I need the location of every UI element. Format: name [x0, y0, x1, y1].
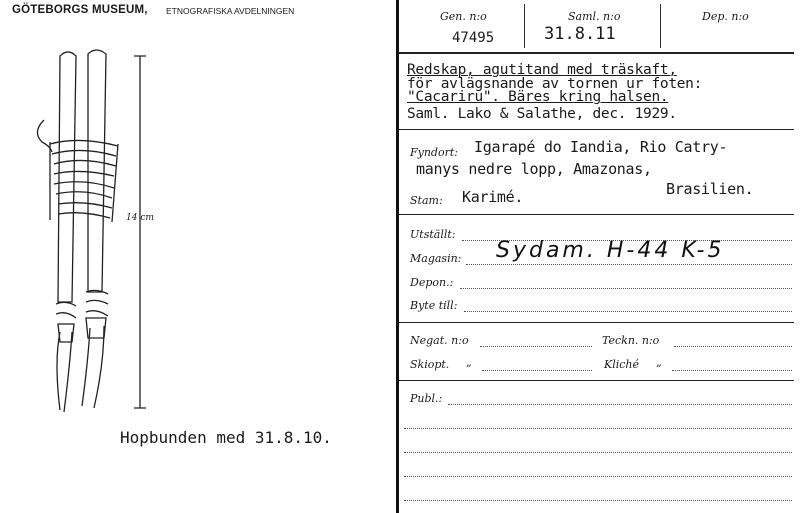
skiopt-ditto: „: [466, 356, 472, 369]
description-line-3: "Cacariru". Bäres kring halsen.: [407, 89, 669, 105]
object-sketch: [20, 42, 210, 422]
utstallt-label: Utställt:: [410, 228, 456, 241]
publ-line: [404, 428, 792, 429]
fyndort-line-3: Brasilien.: [666, 180, 754, 198]
publ-line: [404, 452, 792, 453]
kliche-ditto: „: [656, 356, 662, 369]
kliche-line: [672, 370, 792, 371]
publ-label: Publ.:: [410, 392, 443, 405]
publ-line: [404, 500, 792, 501]
publ-line: [448, 404, 792, 405]
byte-line: [464, 311, 792, 312]
stam-label: Stam:: [410, 194, 443, 207]
magasin-label: Magasin:: [410, 252, 462, 265]
description-rule: [399, 129, 794, 130]
description-line-1: Redskap, agutitand med träskaft,: [407, 62, 677, 78]
teckn-label: Teckn. n:o: [602, 334, 660, 347]
fyndort-line-2: manys nedre lopp, Amazonas,: [416, 160, 652, 178]
teckn-line: [674, 346, 792, 347]
stam-rule: [399, 214, 794, 215]
saml-value: 31.8.11: [544, 24, 616, 44]
description-line-4: Saml. Lako & Salathe, dec. 1929.: [407, 106, 677, 122]
negat-label: Negat. n:o: [410, 334, 469, 347]
negat-line: [480, 346, 592, 347]
byte-label: Byte till:: [410, 299, 458, 312]
fyndort-label: Fyndort:: [410, 146, 458, 159]
stam-value: Karimé.: [462, 188, 524, 206]
publ-line: [404, 476, 792, 477]
magasin-line: [466, 264, 792, 265]
measurement-label: 14 cm: [126, 213, 154, 223]
gen-value: 47495: [452, 30, 495, 46]
museum-name: GÖTEBORGS MUSEUM,: [12, 4, 148, 16]
skiopt-line: [482, 370, 592, 371]
description-line-2: för avlägsnande av tornen ur foten:: [407, 76, 703, 92]
card-divider: [396, 0, 399, 513]
saml-label: Saml. n:o: [568, 10, 621, 23]
magasin-value: Sydam. H-44 K-5: [496, 238, 725, 263]
department-name: ETNOGRAFISKA AVDELNINGEN: [166, 6, 295, 16]
kliche-label: Kliché: [604, 358, 640, 371]
storage-rule: [399, 322, 794, 323]
cell-divider: [660, 4, 661, 48]
drawing-caption: Hopbunden med 31.8.10.: [120, 428, 332, 447]
photo-rule: [399, 380, 794, 381]
fyndort-line-1: Igarapé do Iandia, Rio Catry-: [474, 138, 728, 156]
gen-label: Gen. n:o: [440, 10, 487, 23]
dep-label: Dep. n:o: [702, 10, 749, 23]
header-rule: [399, 52, 794, 54]
depon-label: Depon.:: [410, 276, 454, 289]
skiopt-label: Skiopt.: [410, 358, 450, 371]
cell-divider: [524, 4, 525, 48]
depon-line: [460, 288, 792, 289]
